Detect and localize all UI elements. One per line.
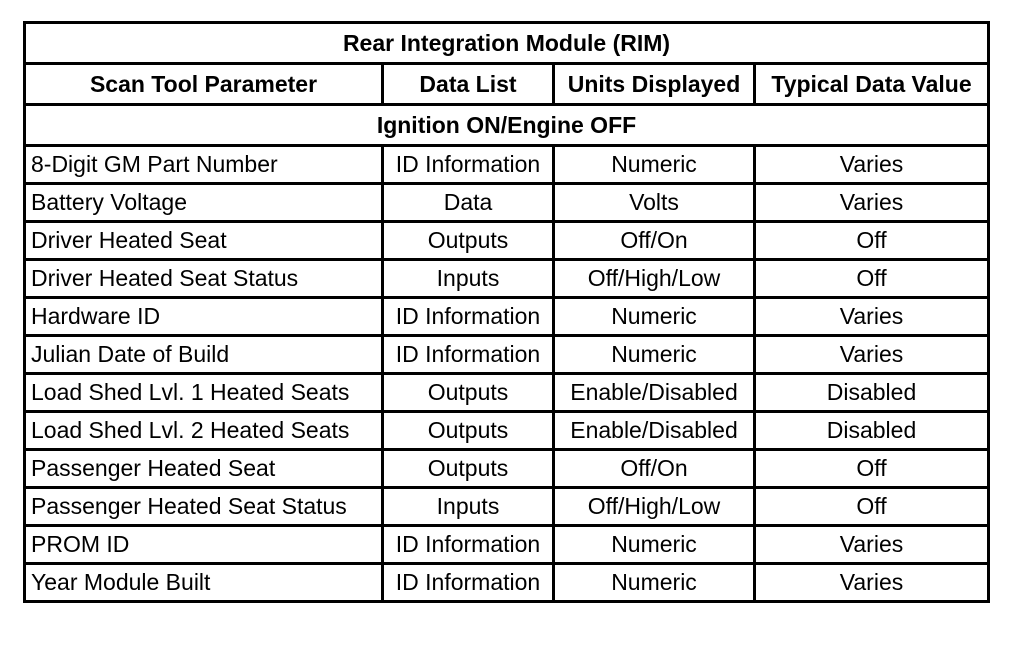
parameter-cell: Year Module Built [25, 564, 383, 602]
parameter-cell: Battery Voltage [25, 184, 383, 222]
parameter-cell: Passenger Heated Seat Status [25, 488, 383, 526]
data-list-cell: ID Information [383, 526, 554, 564]
column-header-row [25, 64, 989, 105]
data-list-cell: Data [383, 184, 554, 222]
units-cell: Enable/Disabled [554, 412, 755, 450]
units-cell: Volts [554, 184, 755, 222]
units-cell: Numeric [554, 146, 755, 184]
header-units-displayed: Units Displayed [554, 64, 755, 105]
units-cell: Numeric [554, 336, 755, 374]
typical-value-cell: Varies [755, 336, 989, 374]
data-list-cell: ID Information [383, 336, 554, 374]
rim-data-table-container [23, 21, 987, 603]
parameter-cell: Load Shed Lvl. 2 Heated Seats [25, 412, 383, 450]
section-title: Ignition ON/Engine OFF [25, 105, 989, 146]
table-row [25, 412, 989, 450]
units-cell: Off/High/Low [554, 260, 755, 298]
typical-value-cell: Off [755, 222, 989, 260]
units-cell: Off/On [554, 450, 755, 488]
parameter-cell: 8-Digit GM Part Number [25, 146, 383, 184]
parameter-cell: PROM ID [25, 526, 383, 564]
parameter-cell: Passenger Heated Seat [25, 450, 383, 488]
typical-value-cell: Varies [755, 526, 989, 564]
table-row [25, 450, 989, 488]
typical-value-cell: Off [755, 488, 989, 526]
table-row [25, 298, 989, 336]
data-list-cell: Outputs [383, 412, 554, 450]
typical-value-cell: Disabled [755, 412, 989, 450]
table-row [25, 526, 989, 564]
table-row [25, 488, 989, 526]
table-row [25, 222, 989, 260]
units-cell: Enable/Disabled [554, 374, 755, 412]
rim-data-table [23, 21, 990, 603]
typical-value-cell: Disabled [755, 374, 989, 412]
parameter-cell: Driver Heated Seat Status [25, 260, 383, 298]
data-list-cell: Outputs [383, 222, 554, 260]
data-list-cell: Inputs [383, 260, 554, 298]
typical-value-cell: Varies [755, 298, 989, 336]
data-list-cell: ID Information [383, 564, 554, 602]
table-row [25, 184, 989, 222]
table-row [25, 564, 989, 602]
section-header-row [25, 105, 989, 146]
typical-value-cell: Off [755, 450, 989, 488]
units-cell: Off/High/Low [554, 488, 755, 526]
data-list-cell: Outputs [383, 374, 554, 412]
table-row [25, 260, 989, 298]
parameter-cell: Load Shed Lvl. 1 Heated Seats [25, 374, 383, 412]
units-cell: Numeric [554, 298, 755, 336]
header-typical-data-value: Typical Data Value [755, 64, 989, 105]
table-title-row [25, 23, 989, 64]
units-cell: Off/On [554, 222, 755, 260]
data-list-cell: ID Information [383, 146, 554, 184]
header-scan-tool-parameter: Scan Tool Parameter [25, 64, 383, 105]
table-row [25, 146, 989, 184]
units-cell: Numeric [554, 526, 755, 564]
typical-value-cell: Varies [755, 146, 989, 184]
header-data-list: Data List [383, 64, 554, 105]
data-list-cell: Outputs [383, 450, 554, 488]
typical-value-cell: Off [755, 260, 989, 298]
table-row [25, 336, 989, 374]
data-list-cell: Inputs [383, 488, 554, 526]
data-list-cell: ID Information [383, 298, 554, 336]
table-title: Rear Integration Module (RIM) [25, 23, 989, 64]
table-row [25, 374, 989, 412]
typical-value-cell: Varies [755, 184, 989, 222]
parameter-cell: Driver Heated Seat [25, 222, 383, 260]
units-cell: Numeric [554, 564, 755, 602]
table-body [25, 146, 989, 602]
typical-value-cell: Varies [755, 564, 989, 602]
parameter-cell: Hardware ID [25, 298, 383, 336]
parameter-cell: Julian Date of Build [25, 336, 383, 374]
